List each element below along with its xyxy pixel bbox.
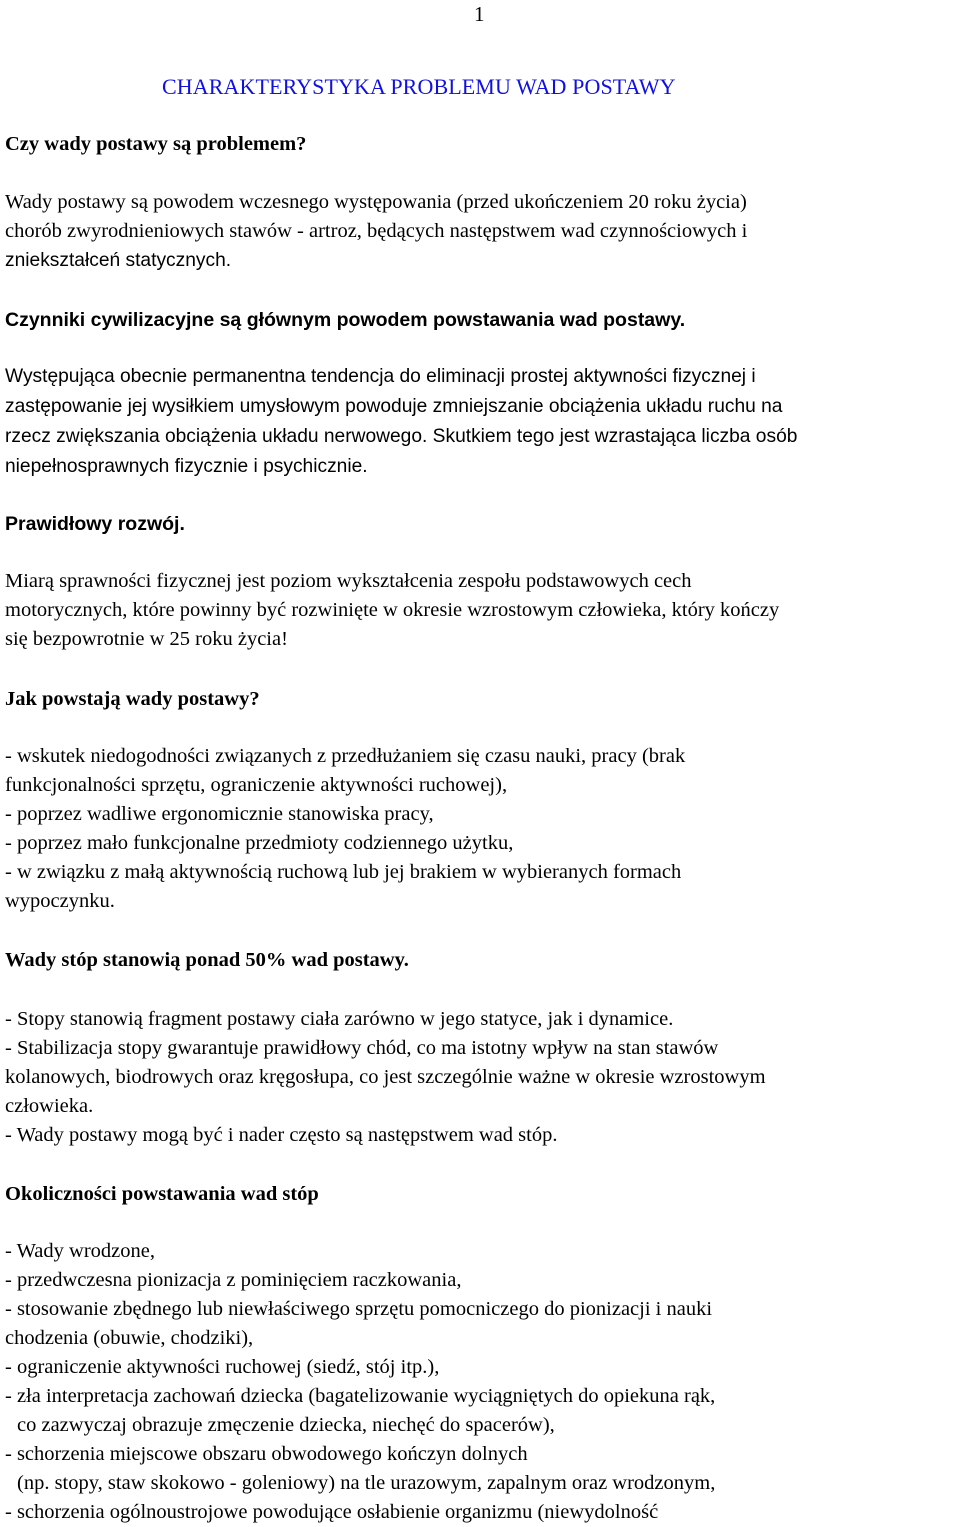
paragraph-line: zastępowanie jej wysiłkiem umysłowym powoduje zmniejszanie obciążenia układu ruchu na — [5, 396, 783, 417]
section-heading: Czy wady postawy są problemem? — [5, 133, 307, 155]
list-item: - Stabilizacja stopy gwarantuje prawidłowy chód, co ma istotny wpływ na stan stawów — [5, 1037, 719, 1059]
list-przyczyny — [5, 742, 960, 916]
paragraph-line: Występująca obecnie permanentna tendencja do eliminacji prostej aktywności fizycznej i — [5, 366, 756, 387]
section-wady-stop — [5, 946, 960, 975]
paragraph-line: Wady postawy są powodem wczesnego występowania (przed ukończeniem 20 roku życia) — [5, 191, 747, 213]
paragraph-line: niepełnosprawnych fizycznie i psychicznie. — [5, 456, 368, 477]
list-item: - schorzenia ogólnoustrojowe powodujące osłabienie organizmu (niewydolność — [5, 1501, 659, 1523]
paragraph-tendencja — [5, 362, 960, 482]
list-item: kolanowych, biodrowych oraz kręgosłupa, co jest szczególnie ważne w okresie wzrostowym — [5, 1066, 766, 1088]
section-heading: Wady stóp stanowią ponad 50% wad postawy. — [5, 949, 409, 971]
list-okolicznosci — [5, 1237, 960, 1527]
list-item: - ograniczenie aktywności ruchowej (siedź, stój itp.), — [5, 1356, 440, 1378]
paragraph-line: się bezpowrotnie w 25 roku życia! — [5, 628, 288, 650]
section-okolicznosci — [5, 1180, 960, 1209]
list-item: - Stopy stanowią fragment postawy ciała zarówno w jego statyce, jak i dynamice. — [5, 1008, 674, 1030]
section-czynniki — [5, 306, 960, 335]
list-item: - zła interpretacja zachowań dziecka (bagatelizowanie wyciągniętych do opiekuna rąk, — [5, 1385, 716, 1407]
section-heading: Czynniki cywilizacyjne są głównym powodem powstawania wad postawy. — [5, 309, 686, 331]
paragraph-line: motorycznych, które powinny być rozwinięte w okresie wzrostowym człowieka, który kończy — [5, 599, 780, 621]
section-wady-problem — [5, 130, 960, 159]
list-item: - schorzenia miejscowe obszaru obwodowego kończyn dolnych — [5, 1443, 528, 1465]
list-item: - poprzez wadliwe ergonomicznie stanowiska pracy, — [5, 803, 434, 825]
section-jak-powstaja — [5, 685, 960, 714]
list-item: - poprzez mało funkcjonalne przedmioty codziennego użytku, — [5, 832, 514, 854]
list-item: - Wady postawy mogą być i nader często są następstwem wad stóp. — [5, 1124, 558, 1146]
paragraph-line: Miarą sprawności fizycznej jest poziom wykształcenia zespołu podstawowych cech — [5, 570, 692, 592]
list-stopy — [5, 1005, 960, 1150]
list-item: człowieka. — [5, 1095, 94, 1117]
list-item: co zazwyczaj obrazuje zmęczenie dziecka, niechęć do spacerów), — [17, 1414, 555, 1436]
list-item: (np. stopy, staw skokowo - goleniowy) na tle urazowym, zapalnym oraz wrodzonym, — [17, 1472, 716, 1494]
list-item: wypoczynku. — [5, 890, 115, 912]
document-title: CHARAKTERYSTYKA PROBLEMU WAD POSTAWY — [162, 74, 676, 99]
list-item: - wskutek niedogodności związanych z przedłużaniem się czasu nauki, pracy (brak — [5, 745, 686, 767]
list-item: chodzenia (obuwie, chodziki), — [5, 1327, 254, 1349]
section-heading: Prawidłowy rozwój. — [5, 513, 185, 535]
paragraph-line: rzecz zwiększania obciążenia układu nerwowego. Skutkiem tego jest wzrastająca liczba osób — [5, 426, 798, 447]
page-number: 1 — [474, 2, 485, 26]
section-rozwoj — [5, 510, 960, 539]
paragraph-wady-artroz — [5, 188, 960, 275]
section-heading: Okoliczności powstawania wad stóp — [5, 1183, 319, 1205]
list-item: - Wady wrodzone, — [5, 1240, 155, 1262]
list-item: - przedwczesna pionizacja z pominięciem raczkowania, — [5, 1269, 462, 1291]
paragraph-sprawnosc — [5, 567, 960, 654]
list-item: - stosowanie zbędnego lub niewłaściwego sprzętu pomocniczego do pionizacji i nauki — [5, 1298, 713, 1320]
list-item: - w związku z małą aktywnością ruchową lub jej brakiem w wybieranych formach — [5, 861, 682, 883]
paragraph-line: zniekształceń statycznych. — [5, 250, 232, 271]
section-heading: Jak powstają wady postawy? — [5, 688, 260, 710]
list-item: funkcjonalności sprzętu, ograniczenie aktywności ruchowej), — [5, 774, 508, 796]
paragraph-line: chorób zwyrodnieniowych stawów - artroz, będących następstwem wad czynnościowych i — [5, 220, 748, 242]
